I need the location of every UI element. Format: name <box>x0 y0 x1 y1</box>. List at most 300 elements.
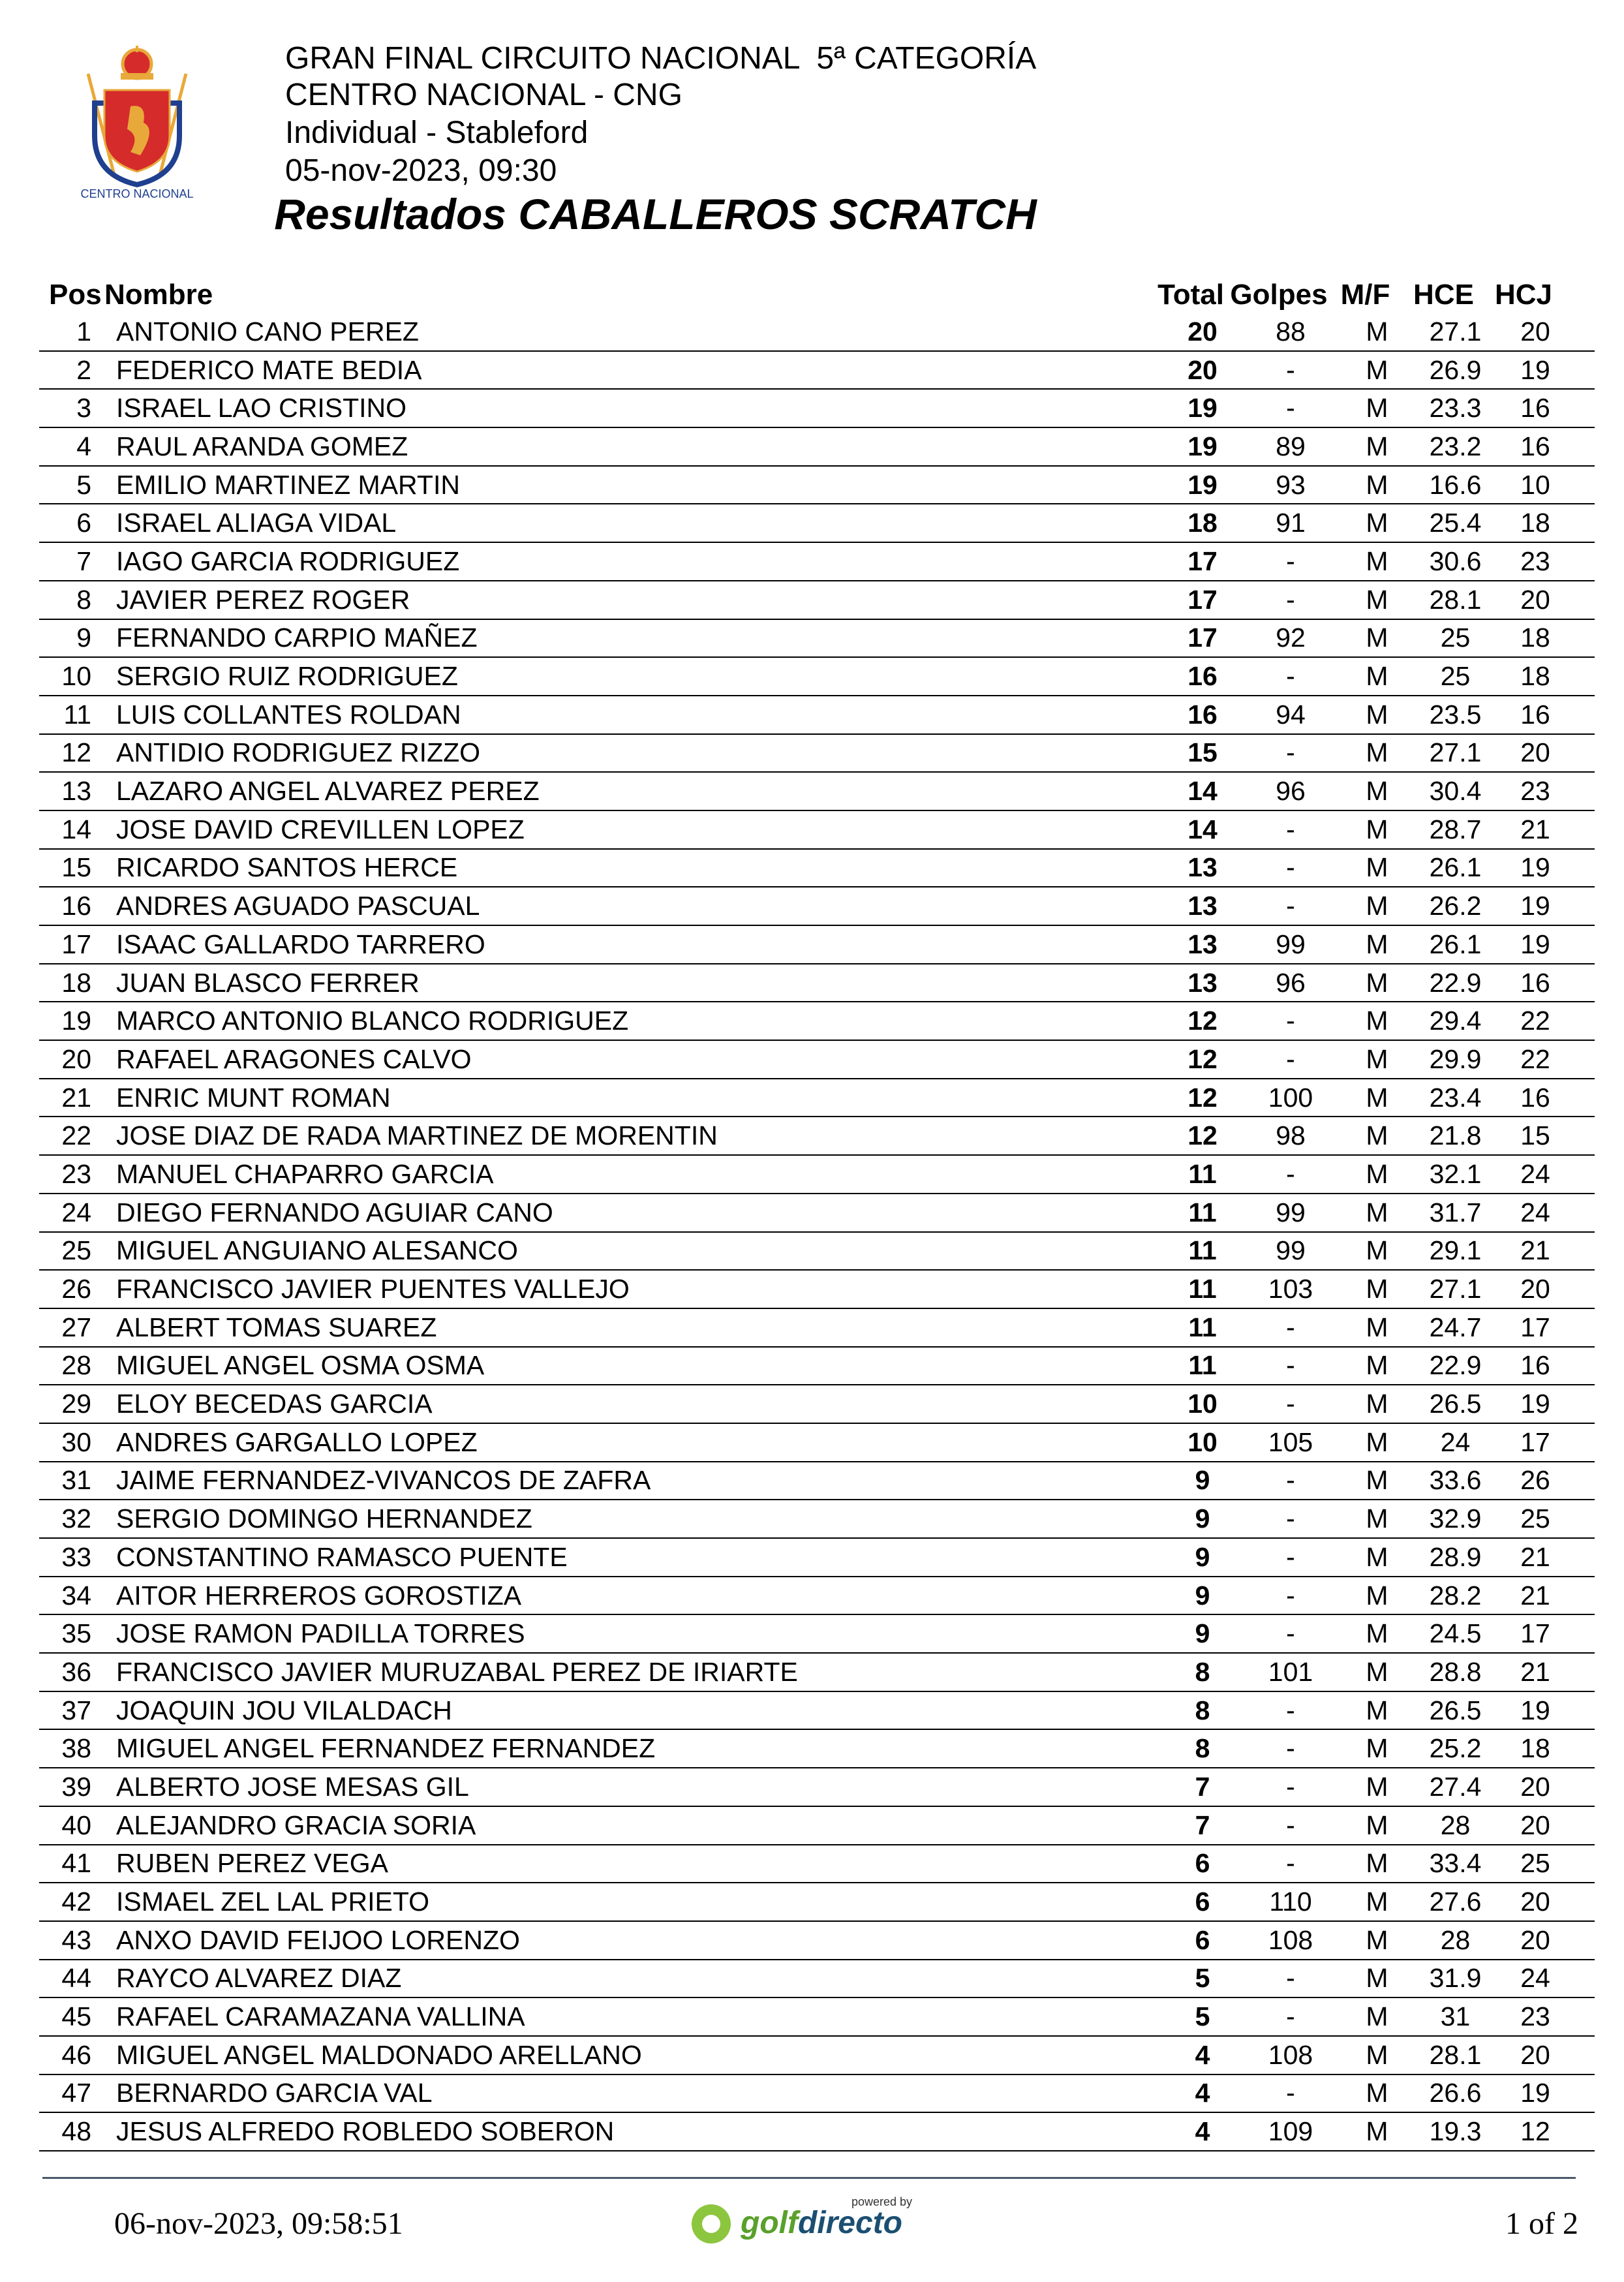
golfdirecto-logo <box>685 2186 920 2251</box>
cell-hce: 28 <box>1440 1810 1471 1840</box>
cell-total: 20 <box>1187 316 1218 347</box>
cell-hcj: 16 <box>1520 1350 1550 1381</box>
cell-mf: M <box>1366 1158 1388 1189</box>
cell-mf: M <box>1366 852 1388 883</box>
cell-golpes: 101 <box>1268 1656 1313 1687</box>
cell-hcj: 18 <box>1520 508 1550 538</box>
cell-golpes: 99 <box>1276 1197 1306 1227</box>
cell-golpes: 96 <box>1276 776 1306 807</box>
cell-total: 13 <box>1187 929 1218 959</box>
cell-mf: M <box>1366 1389 1388 1419</box>
cell-pos: 28 <box>61 1350 91 1381</box>
cell-total: 11 <box>1188 1350 1217 1381</box>
cell-hcj: 17 <box>1520 1618 1550 1649</box>
cell-pos: 21 <box>61 1082 91 1113</box>
cell-mf: M <box>1366 1810 1388 1840</box>
cell-hce: 21.8 <box>1429 1120 1482 1151</box>
cell-hcj: 16 <box>1520 431 1550 461</box>
cell-hcj: 22 <box>1520 1043 1550 1074</box>
table-row <box>39 926 1595 964</box>
cell-name: ELOY BECEDAS GARCIA <box>116 1389 433 1419</box>
cell-total: 16 <box>1187 699 1218 730</box>
cell-hce: 30.4 <box>1429 776 1482 807</box>
table-header <box>39 277 1595 313</box>
cell-pos: 9 <box>76 623 91 653</box>
table-row <box>39 1424 1595 1462</box>
table-row <box>39 1500 1595 1539</box>
table-row <box>39 1960 1595 1999</box>
cell-total: 17 <box>1187 623 1218 653</box>
cell-hce: 23.5 <box>1429 699 1482 730</box>
cell-golpes: - <box>1286 1043 1295 1074</box>
cell-hce: 26.5 <box>1429 1389 1482 1419</box>
cell-name: ALBERT TOMAS SUAREZ <box>116 1312 437 1342</box>
cell-total: 6 <box>1195 1848 1210 1879</box>
table-row <box>39 850 1595 888</box>
table-row <box>39 313 1595 352</box>
cell-pos: 44 <box>61 1963 91 1994</box>
cell-total: 7 <box>1195 1771 1210 1802</box>
cell-pos: 48 <box>61 2116 91 2147</box>
cell-total: 20 <box>1187 354 1218 385</box>
table-row <box>39 1041 1595 1079</box>
cell-golpes: 92 <box>1276 623 1306 653</box>
cell-hcj: 20 <box>1520 1274 1550 1304</box>
cell-name: JAIME FERNANDEZ-VIVANCOS DE ZAFRA <box>116 1465 651 1496</box>
cell-hce: 25.2 <box>1429 1733 1482 1764</box>
cell-mf: M <box>1366 431 1388 461</box>
cell-pos: 17 <box>61 929 91 959</box>
cell-hce: 29.9 <box>1429 1043 1482 1074</box>
cell-name: RAFAEL CARAMAZANA VALLINA <box>116 2001 525 2032</box>
cell-hcj: 25 <box>1520 1848 1550 1879</box>
cell-mf: M <box>1366 1656 1388 1687</box>
cell-hcj: 26 <box>1520 1465 1550 1496</box>
table-row <box>39 1233 1595 1271</box>
cell-total: 11 <box>1188 1312 1217 1342</box>
cell-mf: M <box>1366 508 1388 538</box>
cell-hce: 19.3 <box>1429 2116 1482 2147</box>
cell-golpes: - <box>1286 1389 1295 1419</box>
cell-name: FEDERICO MATE BEDIA <box>116 354 422 385</box>
cell-name: MIGUEL ANGEL FERNANDEZ FERNANDEZ <box>116 1733 656 1764</box>
table-row <box>39 467 1595 505</box>
cell-hce: 31 <box>1440 2001 1471 2032</box>
cell-mf: M <box>1366 2001 1388 2032</box>
cell-golpes: - <box>1286 2078 1295 2108</box>
table-row <box>39 1615 1595 1654</box>
table-row <box>39 2037 1595 2075</box>
cell-name: ISRAEL LAO CRISTINO <box>116 393 407 424</box>
cell-hce: 22.9 <box>1429 1350 1482 1381</box>
cell-name: JOSE DIAZ DE RADA MARTINEZ DE MORENTIN <box>116 1120 718 1151</box>
cell-mf: M <box>1366 1043 1388 1074</box>
col-hcj: HCJ <box>1494 279 1553 311</box>
cell-pos: 16 <box>61 891 91 921</box>
cell-pos: 30 <box>61 1426 91 1457</box>
cell-golpes: - <box>1286 1695 1295 1725</box>
table-row <box>39 1807 1595 1845</box>
cell-name: JOSE DAVID CREVILLEN LOPEZ <box>116 814 525 844</box>
svg-text:golfdirecto: golfdirecto <box>741 2206 902 2240</box>
cell-name: EMILIO MARTINEZ MARTIN <box>116 469 460 500</box>
cell-name: CONSTANTINO RAMASCO PUENTE <box>116 1541 568 1572</box>
cell-hce: 23.3 <box>1429 393 1482 424</box>
venue: CENTRO NACIONAL - CNG <box>285 78 682 112</box>
cell-mf: M <box>1366 1465 1388 1496</box>
cell-hcj: 19 <box>1520 891 1550 921</box>
col-mf: M/F <box>1340 279 1390 311</box>
cell-pos: 29 <box>61 1389 91 1419</box>
cell-total: 9 <box>1195 1580 1210 1611</box>
cell-golpes: - <box>1286 1810 1295 1840</box>
cell-name: SERGIO RUIZ RODRIGUEZ <box>116 661 458 692</box>
cell-name: FRANCISCO JAVIER PUENTES VALLEJO <box>116 1274 630 1304</box>
results-table <box>39 277 1595 2151</box>
cell-hce: 28.2 <box>1429 1580 1482 1611</box>
cell-golpes: - <box>1286 1503 1295 1534</box>
cell-pos: 38 <box>61 1733 91 1764</box>
cell-hcj: 20 <box>1520 1771 1550 1802</box>
cell-name: ANDRES AGUADO PASCUAL <box>116 891 480 921</box>
cell-hce: 29.4 <box>1429 1006 1482 1036</box>
table-row <box>39 1156 1595 1194</box>
cell-pos: 45 <box>61 2001 91 2032</box>
cell-pos: 5 <box>76 469 91 500</box>
cell-mf: M <box>1366 1580 1388 1611</box>
table-row <box>39 1271 1595 1309</box>
cell-mf: M <box>1366 1618 1388 1649</box>
cell-mf: M <box>1366 1120 1388 1151</box>
cell-golpes: - <box>1286 393 1295 424</box>
cell-golpes: - <box>1286 737 1295 768</box>
col-hce: HCE <box>1413 279 1474 311</box>
cell-golpes: 100 <box>1268 1082 1313 1113</box>
cell-hce: 27.1 <box>1429 316 1482 347</box>
cell-hcj: 21 <box>1520 1235 1550 1266</box>
table-row <box>39 1194 1595 1233</box>
cell-golpes: - <box>1286 1580 1295 1611</box>
cell-total: 11 <box>1188 1235 1217 1266</box>
cell-mf: M <box>1366 584 1388 615</box>
cell-pos: 22 <box>61 1120 91 1151</box>
cell-mf: M <box>1366 891 1388 921</box>
cell-pos: 34 <box>61 1580 91 1611</box>
cell-name: ENRIC MUNT ROMAN <box>116 1082 391 1113</box>
cell-total: 19 <box>1187 431 1218 461</box>
cell-name: JAVIER PEREZ ROGER <box>116 584 410 615</box>
cell-hce: 25 <box>1440 661 1471 692</box>
cell-hcj: 20 <box>1520 737 1550 768</box>
cell-total: 12 <box>1187 1120 1218 1151</box>
table-row <box>39 1768 1595 1807</box>
table-row <box>39 1079 1595 1118</box>
cell-name: FERNANDO CARPIO MAÑEZ <box>116 623 478 653</box>
cell-hce: 26.5 <box>1429 1695 1482 1725</box>
cell-golpes: - <box>1286 546 1295 576</box>
cell-name: AITOR HERREROS GOROSTIZA <box>116 1580 522 1611</box>
cell-hce: 28.9 <box>1429 1541 1482 1572</box>
cell-hce: 27.4 <box>1429 1771 1482 1802</box>
cell-pos: 41 <box>61 1848 91 1879</box>
cell-total: 12 <box>1187 1043 1218 1074</box>
cell-pos: 32 <box>61 1503 91 1534</box>
cell-golpes: - <box>1286 354 1295 385</box>
cell-mf: M <box>1366 1235 1388 1266</box>
cell-hce: 26.6 <box>1429 2078 1482 2108</box>
cell-pos: 6 <box>76 508 91 538</box>
table-row <box>39 658 1595 696</box>
cell-name: RAFAEL ARAGONES CALVO <box>116 1043 472 1074</box>
cell-pos: 39 <box>61 1771 91 1802</box>
cell-golpes: 94 <box>1276 699 1306 730</box>
cell-pos: 31 <box>61 1465 91 1496</box>
cell-hce: 32.9 <box>1429 1503 1482 1534</box>
cell-total: 18 <box>1187 508 1218 538</box>
cell-hcj: 16 <box>1520 1082 1550 1113</box>
table-row <box>39 1998 1595 2037</box>
cell-name: ALBERTO JOSE MESAS GIL <box>116 1771 469 1802</box>
cell-total: 13 <box>1187 967 1218 998</box>
cell-total: 12 <box>1187 1082 1218 1113</box>
cell-hcj: 21 <box>1520 1656 1550 1687</box>
svg-text:CENTRO NACIONAL: CENTRO NACIONAL <box>80 187 194 200</box>
cell-hcj: 18 <box>1520 623 1550 653</box>
cell-golpes: - <box>1286 1006 1295 1036</box>
cell-hcj: 10 <box>1520 469 1550 500</box>
cell-hcj: 19 <box>1520 2078 1550 2108</box>
cell-pos: 35 <box>61 1618 91 1649</box>
cell-total: 7 <box>1195 1810 1210 1840</box>
table-row <box>39 390 1595 428</box>
table-row <box>39 1730 1595 1768</box>
cell-name: RAUL ARANDA GOMEZ <box>116 431 408 461</box>
cell-mf: M <box>1366 1848 1388 1879</box>
cell-pos: 25 <box>61 1235 91 1266</box>
table-row <box>39 543 1595 581</box>
cell-hcj: 12 <box>1520 2116 1550 2147</box>
cell-pos: 24 <box>61 1197 91 1227</box>
cell-hcj: 23 <box>1520 546 1550 576</box>
cell-golpes: - <box>1286 891 1295 921</box>
cell-golpes: - <box>1286 1350 1295 1381</box>
table-row <box>39 1309 1595 1348</box>
cell-hce: 32.1 <box>1429 1158 1482 1189</box>
svg-text:powered by: powered by <box>851 2195 913 2208</box>
cell-total: 9 <box>1195 1541 1210 1572</box>
cell-pos: 10 <box>61 661 91 692</box>
cell-pos: 8 <box>76 584 91 615</box>
cell-golpes: 96 <box>1276 967 1306 998</box>
cell-total: 15 <box>1187 737 1218 768</box>
table-row <box>39 504 1595 543</box>
crown-icon <box>121 46 153 80</box>
table-row <box>39 1539 1595 1577</box>
cell-total: 9 <box>1195 1618 1210 1649</box>
cell-mf: M <box>1366 1771 1388 1802</box>
cell-mf: M <box>1366 623 1388 653</box>
cell-hce: 22.9 <box>1429 967 1482 998</box>
cell-total: 11 <box>1188 1274 1217 1304</box>
table-row <box>39 428 1595 467</box>
cell-hcj: 15 <box>1520 1120 1550 1151</box>
cell-hcj: 20 <box>1520 1887 1550 1917</box>
col-name: Nombre <box>104 279 213 311</box>
cell-total: 6 <box>1195 1924 1210 1955</box>
cell-mf: M <box>1366 469 1388 500</box>
cell-hce: 27.6 <box>1429 1887 1482 1917</box>
cell-name: ALEJANDRO GRACIA SORIA <box>116 1810 476 1840</box>
cell-name: JOAQUIN JOU VILALDACH <box>116 1695 452 1725</box>
cell-hce: 24.5 <box>1429 1618 1482 1649</box>
cell-total: 14 <box>1187 814 1218 844</box>
cell-hcj: 24 <box>1520 1963 1550 1994</box>
cell-pos: 43 <box>61 1924 91 1955</box>
cell-mf: M <box>1366 354 1388 385</box>
table-row <box>39 773 1595 811</box>
cell-total: 9 <box>1195 1465 1210 1496</box>
cell-mf: M <box>1366 699 1388 730</box>
cell-name: BERNARDO GARCIA VAL <box>116 2078 433 2108</box>
competition-name: GRAN FINAL CIRCUITO NACIONAL 5ª CATEGORÍA <box>285 41 1037 76</box>
cell-pos: 47 <box>61 2078 91 2108</box>
cell-hce: 26.1 <box>1429 852 1482 883</box>
cell-pos: 46 <box>61 2039 91 2070</box>
cell-golpes: 99 <box>1276 1235 1306 1266</box>
cell-name: ISRAEL ALIAGA VIDAL <box>116 508 397 538</box>
cell-total: 13 <box>1187 852 1218 883</box>
cell-pos: 36 <box>61 1656 91 1687</box>
cell-hce: 29.1 <box>1429 1235 1482 1266</box>
cell-mf: M <box>1366 1887 1388 1917</box>
cell-pos: 20 <box>61 1043 91 1074</box>
cell-hce: 28.7 <box>1429 814 1482 844</box>
cell-name: JUAN BLASCO FERRER <box>116 967 420 998</box>
table-row <box>39 1348 1595 1386</box>
cell-hce: 33.4 <box>1429 1848 1482 1879</box>
cell-hcj: 18 <box>1520 1733 1550 1764</box>
cell-total: 5 <box>1195 2001 1210 2032</box>
cell-mf: M <box>1366 929 1388 959</box>
cell-hce: 31.9 <box>1429 1963 1482 1994</box>
cell-hcj: 19 <box>1520 1389 1550 1419</box>
cell-name: SERGIO DOMINGO HERNANDEZ <box>116 1503 532 1534</box>
cell-hce: 28 <box>1440 1924 1471 1955</box>
cell-golpes: 99 <box>1276 929 1306 959</box>
cell-total: 8 <box>1195 1695 1210 1725</box>
table-row <box>39 696 1595 735</box>
col-pos: Pos <box>49 279 102 311</box>
table-row <box>39 811 1595 850</box>
cell-hcj: 20 <box>1520 584 1550 615</box>
cell-total: 9 <box>1195 1503 1210 1534</box>
cell-total: 19 <box>1187 469 1218 500</box>
cell-golpes: 103 <box>1268 1274 1313 1304</box>
cell-pos: 37 <box>61 1695 91 1725</box>
cell-mf: M <box>1366 1924 1388 1955</box>
cell-hcj: 16 <box>1520 967 1550 998</box>
table-row <box>39 1577 1595 1616</box>
cell-golpes: - <box>1286 814 1295 844</box>
table-row <box>39 1385 1595 1424</box>
cell-hcj: 20 <box>1520 316 1550 347</box>
cell-hce: 23.4 <box>1429 1082 1482 1113</box>
cell-hcj: 18 <box>1520 661 1550 692</box>
cell-golpes: - <box>1286 1158 1295 1189</box>
cell-total: 12 <box>1187 1006 1218 1036</box>
cell-mf: M <box>1366 1006 1388 1036</box>
cell-hce: 28.1 <box>1429 2039 1482 2070</box>
cell-pos: 33 <box>61 1541 91 1572</box>
cell-hcj: 16 <box>1520 699 1550 730</box>
cell-total: 4 <box>1195 2039 1210 2070</box>
cell-golpes: - <box>1286 2001 1295 2032</box>
cell-golpes: - <box>1286 1541 1295 1572</box>
table-row <box>39 1462 1595 1501</box>
table-body <box>39 313 1595 2151</box>
cell-total: 4 <box>1195 2078 1210 2108</box>
cell-pos: 19 <box>61 1006 91 1036</box>
cell-pos: 4 <box>76 431 91 461</box>
cell-total: 11 <box>1188 1197 1217 1227</box>
cell-golpes: - <box>1286 1618 1295 1649</box>
cell-mf: M <box>1366 316 1388 347</box>
cell-hcj: 24 <box>1520 1158 1550 1189</box>
cell-hce: 33.6 <box>1429 1465 1482 1496</box>
cell-name: MIGUEL ANGEL MALDONADO ARELLANO <box>116 2039 642 2070</box>
cell-total: 5 <box>1195 1963 1210 1994</box>
cell-mf: M <box>1366 776 1388 807</box>
cell-pos: 18 <box>61 967 91 998</box>
cell-golpes: 98 <box>1276 1120 1306 1151</box>
cell-total: 6 <box>1195 1887 1210 1917</box>
title-text: Resultados CABALLEROS SCRATCH <box>274 190 1037 238</box>
col-golpes: Golpes <box>1230 279 1328 311</box>
cell-pos: 15 <box>61 852 91 883</box>
cell-name: DIEGO FERNANDO AGUIAR CANO <box>116 1197 553 1227</box>
cell-total: 17 <box>1187 584 1218 615</box>
cell-pos: 26 <box>61 1274 91 1304</box>
printed-timestamp: 06-nov-2023, 09:58:51 <box>114 2206 403 2241</box>
cell-pos: 13 <box>61 776 91 807</box>
table-row <box>39 1922 1595 1960</box>
cell-hcj: 19 <box>1520 354 1550 385</box>
cell-total: 4 <box>1195 2116 1210 2147</box>
table-row <box>39 1692 1595 1731</box>
cell-golpes: - <box>1286 1312 1295 1342</box>
cell-hce: 24 <box>1440 1426 1471 1457</box>
table-row <box>39 964 1595 1003</box>
cell-golpes: 110 <box>1269 1887 1312 1917</box>
cell-hce: 16.6 <box>1429 469 1482 500</box>
cell-hcj: 16 <box>1520 393 1550 424</box>
table-row <box>39 1117 1595 1156</box>
cell-golpes: - <box>1286 852 1295 883</box>
cell-pos: 3 <box>76 393 91 424</box>
cell-total: 17 <box>1187 546 1218 576</box>
cell-pos: 42 <box>61 1887 91 1917</box>
cell-golpes: 109 <box>1268 2116 1313 2147</box>
cell-golpes: - <box>1286 584 1295 615</box>
cell-golpes: - <box>1286 661 1295 692</box>
cell-golpes: 108 <box>1268 1924 1313 1955</box>
cell-golpes: - <box>1286 1465 1295 1496</box>
federation-logo <box>69 44 206 201</box>
cell-name: RAYCO ALVAREZ DIAZ <box>116 1963 402 1994</box>
cell-mf: M <box>1366 967 1388 998</box>
cell-pos: 11 <box>63 699 91 730</box>
cell-golpes: - <box>1286 1771 1295 1802</box>
